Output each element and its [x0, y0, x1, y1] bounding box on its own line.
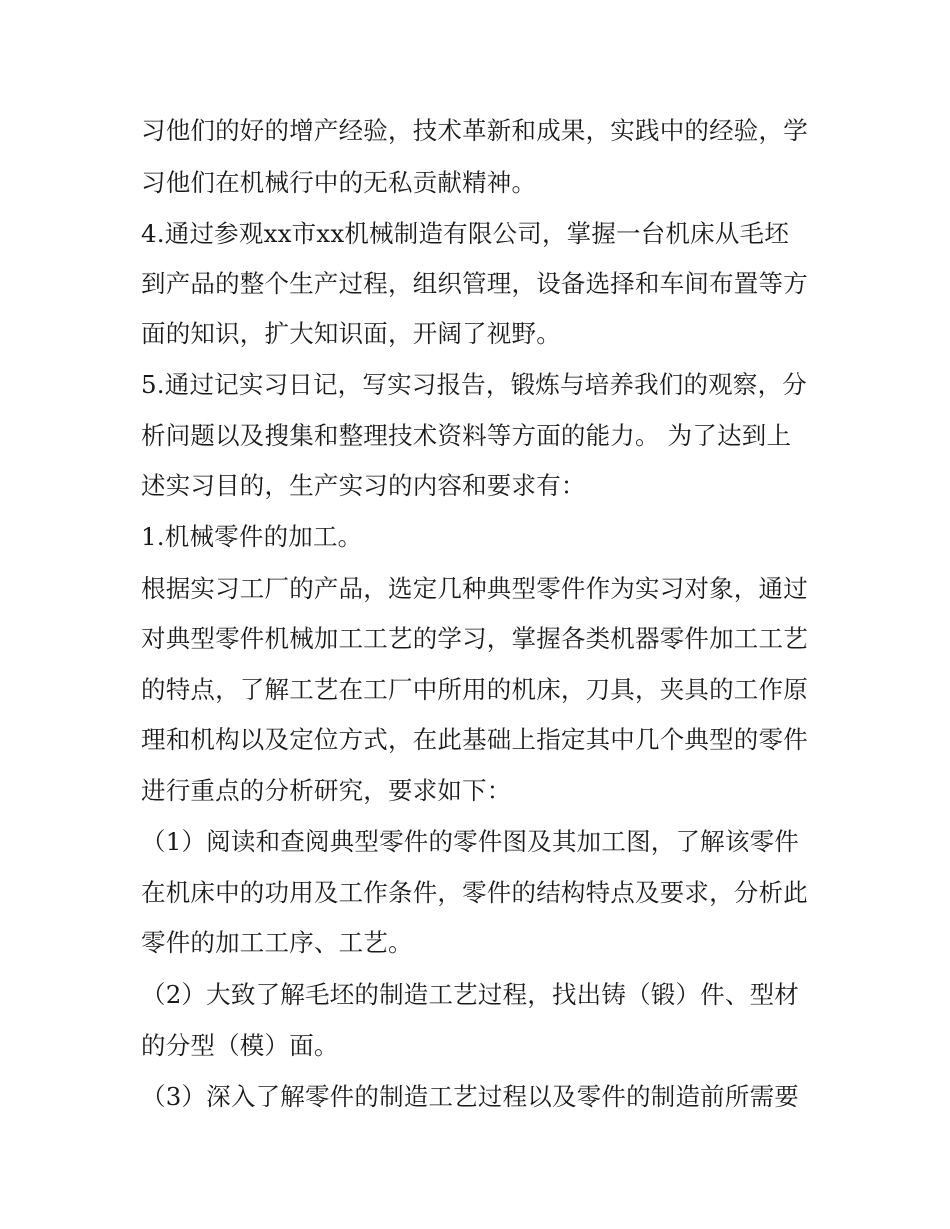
text-line: 1.机械零件的加工。	[141, 522, 363, 551]
text-line: 到产品的整个生产过程，组织管理，设备选择和车间布置等方	[141, 269, 808, 298]
text-line: 习他们的好的增产经验，技术革新和成果，实践中的经验，学	[141, 116, 808, 145]
text-line: 面的知识，扩大知识面，开阔了视野。	[141, 319, 561, 348]
text-line: （3）深入了解零件的制造工艺过程以及零件的制造前所需要	[141, 1082, 799, 1111]
text-line: 的特点，了解工艺在工厂中所用的机床，刀具，夹具的工作原	[141, 675, 808, 704]
text-line: 对典型零件机械加工工艺的学习，掌握各类机器零件加工工艺	[141, 624, 808, 653]
text-line: 在机床中的功用及工作条件，零件的结构特点及要求，分析此	[141, 878, 808, 907]
text-line: 的分型（模）面。	[141, 1031, 339, 1060]
text-line: 述实习目的，生产实习的内容和要求有：	[141, 471, 586, 500]
text-line: 理和机构以及定位方式，在此基础上指定其中几个典型的零件	[141, 725, 808, 754]
text-line: （2）大致了解毛坯的制造工艺过程，找出铸（锻）件、型材	[141, 980, 799, 1009]
text-line: 进行重点的分析研究，要求如下：	[141, 776, 512, 805]
text-line: 根据实习工厂的产品，选定几种典型零件作为实习对象，通过	[141, 574, 808, 603]
text-line: 习他们在机械行中的无私贡献精神。	[141, 168, 537, 197]
text-line: 5.通过记实习日记，写实习报告，锻炼与培养我们的观察，分	[141, 370, 807, 399]
text-line: 零件的加工工序、工艺。	[141, 928, 413, 957]
text-line: （1）阅读和查阅典型零件的零件图及其加工图，了解该零件	[141, 827, 799, 856]
text-line: 4.通过参观xx市xx机械制造有限公司，掌握一台机床从毛坯	[141, 219, 789, 248]
text-line: 析问题以及搜集和整理技术资料等方面的能力。 为了达到上	[141, 421, 792, 450]
